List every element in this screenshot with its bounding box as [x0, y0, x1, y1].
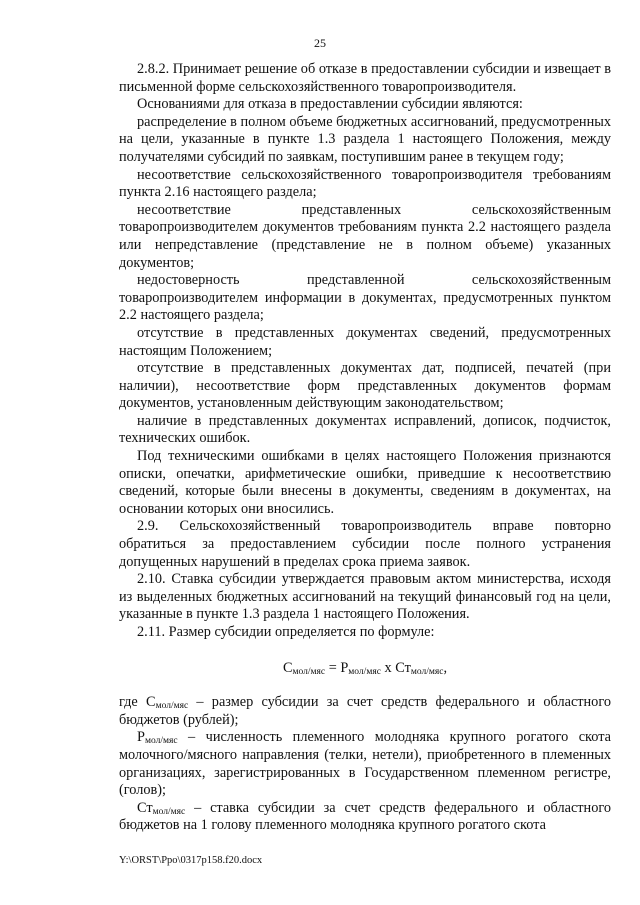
formula-symbol-c: С [282, 659, 293, 676]
formula-equals: = [325, 659, 341, 676]
definition-text: – размер субсидии за счет средств федерального и областного бюджетов (рублей); [119, 694, 611, 728]
subsidy-formula [119, 660, 611, 678]
formula-times: х [380, 659, 396, 676]
definition-symbol: С [146, 694, 156, 711]
list-item-ground: наличие в представленных документах исправлений, дописок, подчисток, технических ошибок. [119, 412, 611, 447]
formula-subscript: мол/мяс [292, 666, 326, 677]
paragraph-2-8-2: 2.8.2. Принимает решение об отказе в предоставлении субсидии и извещает в письменной форме сельскохозяйственного товаропроизводителя. [119, 61, 611, 95]
page-number: 25 [314, 36, 326, 50]
list-item-ground: несоответствие сельскохозяйственного товаропроизводителя требованиям пункта 2.16 настоящего раздела; [119, 166, 611, 201]
list-item-ground: недостоверность представленной сельскохозяйственным товаропроизводителем информации в документах, предусмотренных пунктом 2.2 настоящего раздела; [119, 272, 611, 324]
formula-comma: , [443, 659, 448, 676]
where-word: где [119, 694, 147, 711]
list-item-ground: несоответствие представленных сельскохозяйственным товаропроизводителем документов требованиям пункта 2.2 настоящего раздела или непредставление (представление не в полном объеме) указанных документов; [119, 201, 611, 271]
list-item-ground: отсутствие в представленных документах дат, подписей, печатей (при наличии), несоответствие форм представленных документов формам документов, установленным действующим законодательством; [119, 360, 611, 412]
list-item-ground: распределение в полном объеме бюджетных ассигнований, предусмотренных на цели, указанные в пункте 1.3 раздела 1 настоящего Положения, между получателями субсидий по заявкам, поступившим ранее в текущем году; [119, 113, 611, 165]
definition-subscript: мол/мяс [152, 806, 186, 817]
definition-c [119, 694, 611, 729]
formula-symbol-p: Р [340, 659, 349, 676]
definition-text: – численность племенного молодняка крупного рогатого скота молочного/мясного направления (телки, нетели), приобретенного в племенных организациях, зарегистрированных в Государственном племенном регистре, (голов); [119, 729, 611, 799]
formula-subscript: мол/мяс [410, 666, 444, 677]
definition-symbol: Р [137, 729, 145, 746]
definition-symbol: Ст [137, 799, 153, 816]
definition-subscript: мол/мяс [155, 701, 189, 712]
definition-p [119, 729, 611, 799]
paragraph-2-9: 2.9. Сельскохозяйственный товаропроизводитель вправе повторно обратиться за предоставлением субсидии после полного устранения допущенных нарушений в пределах срока приема заявок. [119, 518, 611, 570]
definition-text: – ставка субсидии за счет средств федерального и областного бюджетов на 1 голову племенного молодняка крупного рогатого скота [119, 799, 611, 834]
formula-subscript: мол/мяс [348, 666, 381, 677]
document-body [119, 61, 611, 835]
paragraph-refusal-grounds: Основаниями для отказа в предоставлении субсидии являются: [137, 96, 523, 113]
definition-subscript: мол/мяс [144, 736, 178, 747]
list-item-ground: отсутствие в представленных документах сведений, предусмотренных настоящим Положением; [119, 324, 611, 359]
formula-symbol-st: Ст [395, 659, 411, 676]
definition-st [119, 800, 611, 835]
file-path-footer: Y:\ORST\Ppo\0317p158.f20.docx [119, 855, 263, 866]
paragraph-2-10: 2.10. Ставка субсидии утверждается правовым актом министерства, исходя из выделенных бюджетных ассигнований на текущий финансовый год на цели, указанные в пункте 1.3 раздела 1 настоящего Положения. [119, 571, 611, 623]
paragraph-technical-errors: Под техническими ошибками в целях настоящего Положения признаются описки, опечатки, арифметические ошибки, приведшие к несоответствию сведений, которые были внесены в документы, сведениям в документах, на основании которых они вносились. [119, 448, 611, 517]
paragraph-2-11: 2.11. Размер субсидии определяется по формуле: [137, 624, 435, 640]
